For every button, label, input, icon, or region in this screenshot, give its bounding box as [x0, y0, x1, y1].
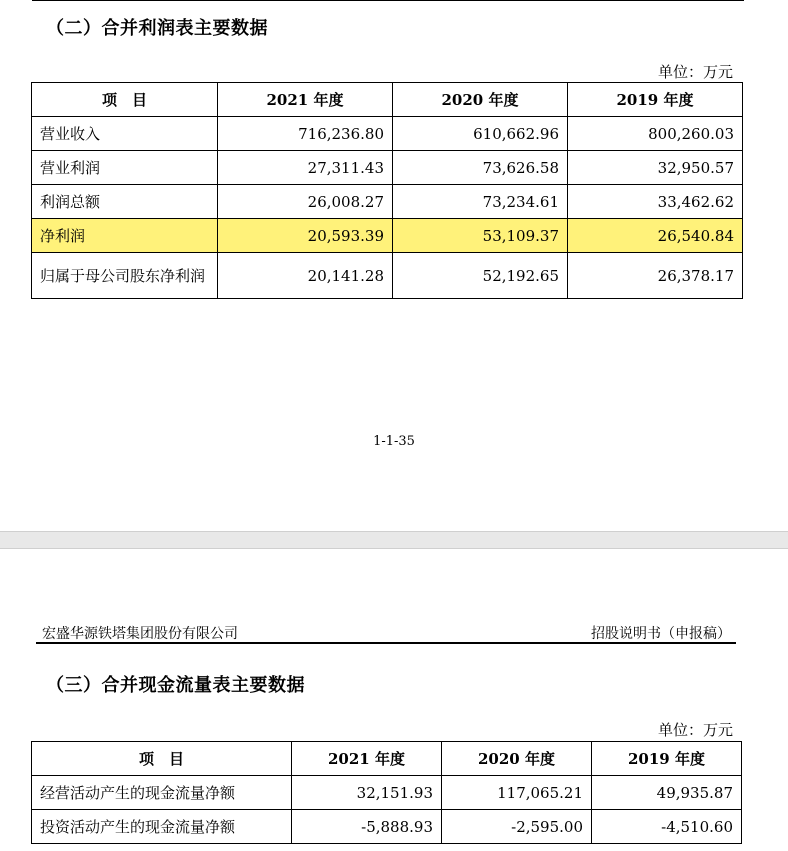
- row-label: 营业利润: [32, 151, 218, 185]
- cell-2021: 27,311.43: [218, 151, 393, 185]
- row-label: 利润总额: [32, 185, 218, 219]
- cell-2019: 32,950.57: [568, 151, 743, 185]
- header-company-name: 宏盛华源铁塔集团股份有限公司: [42, 626, 238, 642]
- income-header-row: [32, 83, 743, 117]
- cell-2020: -2,595.00: [442, 810, 592, 844]
- col-header-2021: 2021 年度: [218, 83, 393, 117]
- col-header-item: 项 目: [32, 742, 292, 776]
- income-section-title: （二）合并利润表主要数据: [46, 18, 268, 39]
- cell-2021: 716,236.80: [218, 117, 393, 151]
- table-row: [32, 151, 743, 185]
- cell-2019: 26,378.17: [568, 253, 743, 299]
- income-table: [31, 82, 743, 299]
- cell-2019: 800,260.03: [568, 117, 743, 151]
- cell-2020: 73,626.58: [393, 151, 568, 185]
- table-row: [32, 776, 742, 810]
- cashflow-unit-label: 单位：万元: [657, 721, 733, 739]
- table-row: [32, 253, 743, 299]
- col-header-2020: 2020 年度: [393, 83, 568, 117]
- page-number: 1-1-35: [373, 434, 415, 449]
- cell-2019: -4,510.60: [592, 810, 742, 844]
- table-row: [32, 810, 742, 844]
- cell-2020: 73,234.61: [393, 185, 568, 219]
- col-header-2021: 2021 年度: [292, 742, 442, 776]
- table-row: [32, 117, 743, 151]
- row-label: 投资活动产生的现金流量净额: [32, 810, 292, 844]
- col-header-item: 项 目: [32, 83, 218, 117]
- row-label: 归属于母公司股东净利润: [32, 253, 218, 299]
- col-header-2019: 2019 年度: [568, 83, 743, 117]
- cell-2020: 610,662.96: [393, 117, 568, 151]
- cell-2021: 26,008.27: [218, 185, 393, 219]
- cell-2021: 20,141.28: [218, 253, 393, 299]
- cashflow-header-row: [32, 742, 742, 776]
- col-header-2019: 2019 年度: [592, 742, 742, 776]
- cell-2021: 32,151.93: [292, 776, 442, 810]
- cell-2021: -5,888.93: [292, 810, 442, 844]
- cell-2019: 33,462.62: [568, 185, 743, 219]
- cell-2019: 49,935.87: [592, 776, 742, 810]
- row-label: 净利润: [32, 219, 218, 253]
- row-label: 经营活动产生的现金流量净额: [32, 776, 292, 810]
- page-separator: [0, 531, 788, 549]
- table-row-highlighted: [32, 219, 743, 253]
- header-document-title: 招股说明书（申报稿）: [591, 626, 731, 642]
- cell-2020: 117,065.21: [442, 776, 592, 810]
- row-label: 营业收入: [32, 117, 218, 151]
- header-rule: [36, 642, 736, 644]
- cell-2020: 52,192.65: [393, 253, 568, 299]
- top-rule: [32, 0, 744, 1]
- cell-2019: 26,540.84: [568, 219, 743, 253]
- income-unit-label: 单位：万元: [657, 63, 733, 81]
- cashflow-section-title: （三）合并现金流量表主要数据: [46, 675, 305, 696]
- cell-2020: 53,109.37: [393, 219, 568, 253]
- cell-2021: 20,593.39: [218, 219, 393, 253]
- table-row: [32, 185, 743, 219]
- page-2: [0, 549, 788, 851]
- cashflow-table: [31, 741, 742, 844]
- col-header-2020: 2020 年度: [442, 742, 592, 776]
